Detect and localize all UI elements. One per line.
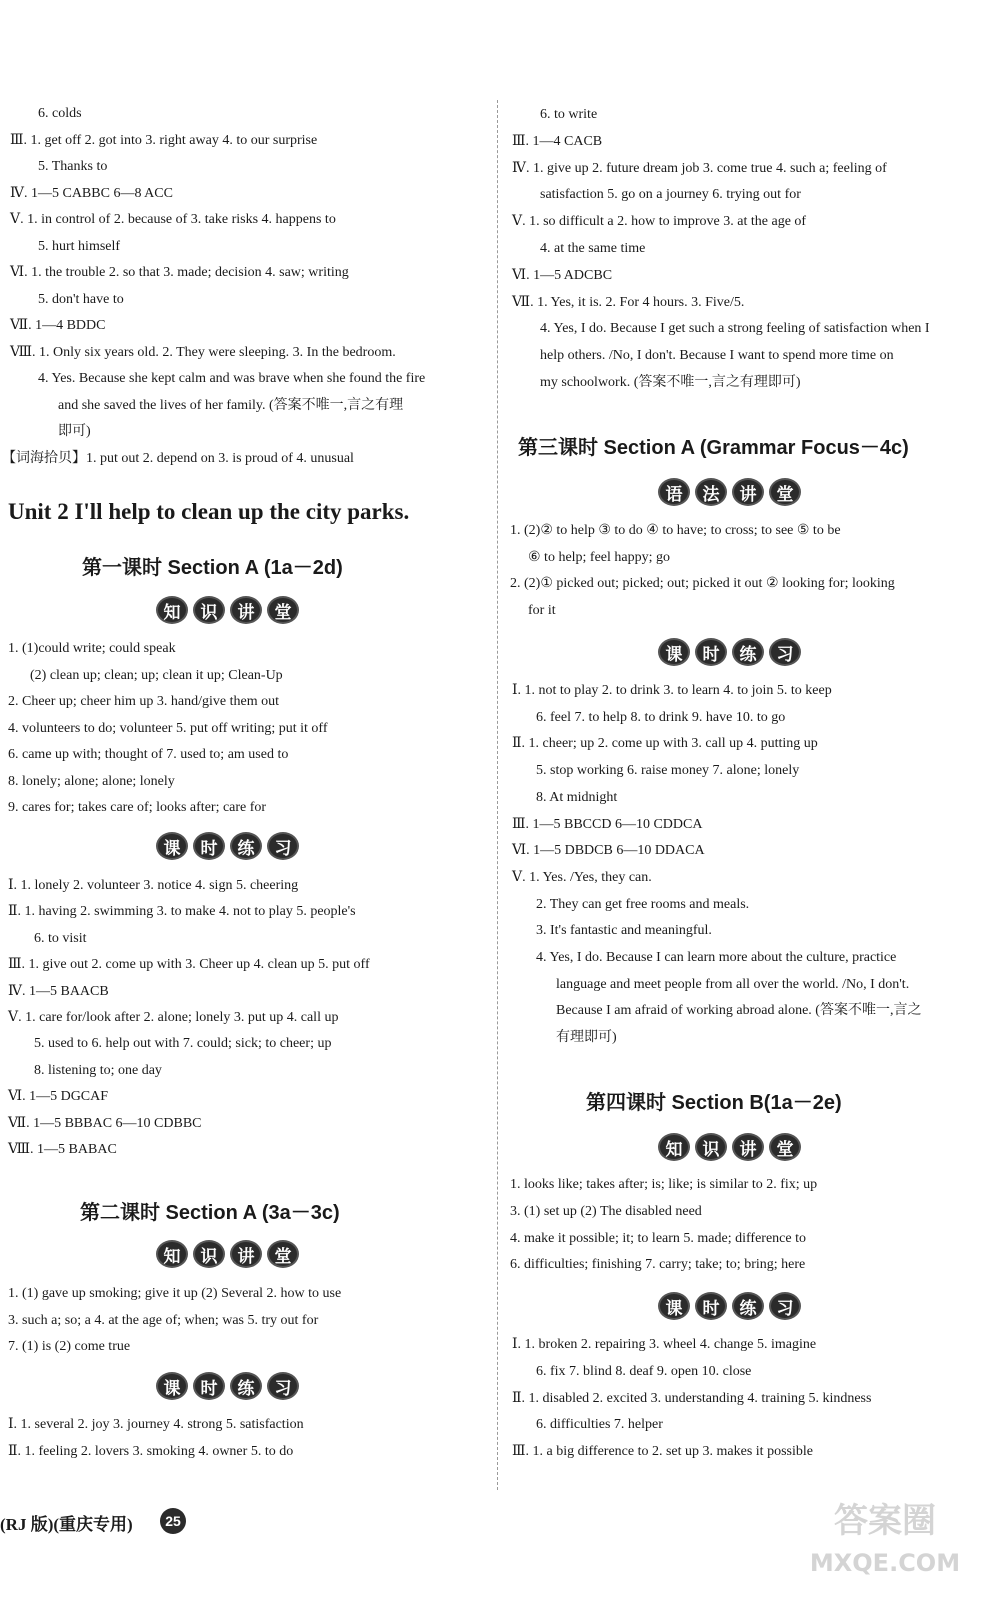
- answer-line: 即可): [58, 424, 91, 439]
- answer-line: Ⅳ. 1. give up 2. future dream job 3. come true 4. such a; feeling of: [512, 160, 887, 176]
- answer-line: 2. They can get free rooms and meals.: [536, 896, 750, 912]
- answer-line: and she saved the lives of her family. (答案不唯一,言之有理: [58, 397, 404, 413]
- answer-line: Ⅱ. 1. having 2. swimming 3. to make 4. not to play 5. people's: [8, 904, 356, 920]
- answer-line: for it: [528, 603, 556, 619]
- answer-line: 1. (2)② to help ③ to do ④ to have; to cross; to see ⑤ to be: [510, 523, 841, 538]
- badge-char: 课: [156, 1372, 188, 1400]
- answer-line: ⑥ to help; feel happy; go: [528, 549, 671, 565]
- watermark-line1: 答案圈: [834, 1501, 936, 1541]
- answer-line: 3. such a; so; a 4. at the age of; when; was 5. try out for: [8, 1312, 319, 1328]
- answer-line: Ⅶ. 1. Yes, it is. 2. For 4 hours. 3. Five/5.: [512, 294, 745, 310]
- badge-char: 识: [193, 596, 225, 624]
- badge-char: 习: [267, 832, 299, 860]
- lesson1-knowledge-badges: [156, 596, 299, 624]
- answer-line: 8. At midnight: [536, 789, 618, 805]
- answer-line: satisfaction 5. go on a journey 6. trying out for: [540, 187, 801, 203]
- answer-line: Ⅲ. 1—4 CACB: [512, 133, 603, 149]
- answer-line: 3. It's fantastic and meaningful.: [536, 923, 712, 939]
- answer-line: Ⅱ. 1. cheer; up 2. come up with 3. call up 4. putting up: [512, 736, 818, 752]
- answer-line: Ⅴ. 1. Yes. /Yes, they can.: [512, 869, 652, 885]
- lesson3-practice-badges: [658, 638, 801, 666]
- answer-line: my schoolwork. (答案不唯一,言之有理即可): [540, 375, 801, 390]
- lesson3-grammar-badges: [658, 478, 801, 506]
- badge-char: 知: [658, 1133, 690, 1161]
- badge-char: 讲: [230, 596, 262, 624]
- answer-line: 6. to write: [540, 107, 598, 122]
- answer-line: 6. difficulties 7. helper: [536, 1417, 663, 1433]
- answer-line: Ⅰ. 1. broken 2. repairing 3. wheel 4. change 5. imagine: [512, 1337, 817, 1352]
- badge-char: 课: [658, 1292, 690, 1320]
- answer-line: 8. lonely; alone; alone; lonely: [8, 773, 175, 789]
- answer-line: Ⅵ. 1. the trouble 2. so that 3. made; decision 4. saw; writing: [10, 265, 349, 280]
- badge-char: 法: [695, 478, 727, 506]
- answer-line: Ⅳ. 1—5 BAACB: [8, 983, 109, 999]
- page-number: 25: [160, 1508, 186, 1534]
- badge-char: 习: [769, 1292, 801, 1320]
- badge-char: 语: [658, 478, 690, 506]
- answer-line: 3. (1) set up (2) The disabled need: [510, 1203, 702, 1219]
- answer-line: 【词海拾贝】1. put out 2. depend on 3. is proud of 4. unusual: [2, 450, 354, 466]
- answer-line: 1. looks like; takes after; is; like; is similar to 2. fix; up: [510, 1177, 818, 1192]
- lesson2-knowledge-badges: [156, 1240, 299, 1268]
- answer-line: 4. at the same time: [540, 241, 646, 256]
- badge-char: 堂: [769, 478, 801, 506]
- watermark-line2: MXQE.COM: [809, 1549, 961, 1577]
- answer-line: Ⅳ. 1—5 CABBC 6—8 ACC: [10, 185, 173, 201]
- answer-line: 有理即可): [556, 1030, 617, 1046]
- lesson4-title: 第四课时 Section B(1a－2e): [586, 1092, 842, 1114]
- badge-char: 知: [156, 1240, 188, 1268]
- answer-line: 4. volunteers to do; volunteer 5. put off writing; put it off: [8, 720, 328, 736]
- badge-char: 识: [695, 1133, 727, 1161]
- lesson1-practice-badges: [156, 832, 299, 860]
- answer-line: Because I am afraid of working abroad alone. (答案不唯一,言之: [556, 1003, 922, 1019]
- answer-line: 5. stop working 6. raise money 7. alone; lonely: [536, 763, 800, 779]
- answer-line: 6. came up with; thought of 7. used to; am used to: [8, 747, 289, 762]
- answer-line: Ⅵ. 1—5 ADCBC: [512, 267, 613, 283]
- badge-char: 练: [230, 832, 262, 860]
- lesson1-title: 第一课时 Section A (1a－2d): [82, 557, 343, 579]
- lesson4-practice-badges: [658, 1292, 801, 1320]
- answer-line: Ⅰ. 1. not to play 2. to drink 3. to learn 4. to join 5. to keep: [512, 683, 832, 698]
- badge-char: 时: [695, 1292, 727, 1320]
- watermark-logo: [800, 1500, 970, 1590]
- badge-char: 时: [193, 832, 225, 860]
- answer-line: 7. (1) is (2) come true: [8, 1339, 131, 1354]
- badge-char: 知: [156, 596, 188, 624]
- answer-line: 5. Thanks to: [38, 159, 108, 174]
- answer-line: 6. colds: [38, 106, 82, 121]
- badge-char: 练: [732, 1292, 764, 1320]
- badge-char: 堂: [267, 596, 299, 624]
- badge-char: 讲: [732, 1133, 764, 1161]
- answer-line: Ⅱ. 1. feeling 2. lovers 3. smoking 4. owner 5. to do: [8, 1443, 294, 1459]
- answer-line: 4. Yes. Because she kept calm and was brave when she found the fire: [38, 371, 426, 386]
- answer-line: 5. used to 6. help out with 7. could; sick; to cheer; up: [34, 1036, 332, 1052]
- lesson3-title: 第三课时 Section A (Grammar Focus－4c): [518, 437, 909, 459]
- lesson4-knowledge-badges: [658, 1133, 801, 1161]
- answer-line: Ⅰ. 1. several 2. joy 3. journey 4. strong 5. satisfaction: [8, 1417, 304, 1432]
- lesson2-practice-badges: [156, 1372, 299, 1400]
- answer-line: 5. don't have to: [38, 291, 124, 307]
- answer-line: 2. (2)① picked out; picked; out; picked it out ② looking for; looking: [510, 576, 895, 592]
- answer-line: 4. make it possible; it; to learn 5. made; difference to: [510, 1230, 806, 1246]
- answer-line: 6. fix 7. blind 8. deaf 9. open 10. close: [536, 1363, 752, 1379]
- badge-char: 课: [658, 638, 690, 666]
- badge-char: 习: [769, 638, 801, 666]
- answer-line: 1. (1)could write; could speak: [8, 641, 176, 656]
- badge-char: 练: [732, 638, 764, 666]
- badge-char: 识: [193, 1240, 225, 1268]
- answer-line: help others. /No, I don't. Because I want to spend more time on: [540, 348, 894, 364]
- badge-char: 堂: [769, 1133, 801, 1161]
- badge-char: 时: [193, 1372, 225, 1400]
- answer-line: language and meet people from all over the world. /No, I don't.: [556, 976, 910, 992]
- answer-line: Ⅲ. 1—5 BBCCD 6—10 CDDCA: [512, 816, 703, 832]
- answer-line: (2) clean up; clean; up; clean it up; Clean-Up: [30, 667, 283, 683]
- answer-line: Ⅵ. 1—5 DGCAF: [8, 1089, 109, 1105]
- answer-line: 8. listening to; one day: [34, 1062, 162, 1078]
- answer-line: 4. Yes, I do. Because I can learn more about the culture, practice: [536, 950, 897, 965]
- answer-line: 9. cares for; takes care of; looks after; care for: [8, 800, 267, 815]
- answer-line: 5. hurt himself: [38, 238, 121, 254]
- answer-line: 6. feel 7. to help 8. to drink 9. have 10. to go: [536, 709, 786, 725]
- answer-line: Ⅷ. 1. Only six years old. 2. They were sleeping. 3. In the bedroom.: [10, 344, 396, 360]
- answer-line: 4. Yes, I do. Because I get such a strong feeling of satisfaction when I: [540, 321, 930, 337]
- answer-line: 6. difficulties; finishing 7. carry; take; to; bring; here: [510, 1257, 806, 1273]
- answer-line: Ⅵ. 1—5 DBDCB 6—10 DDACA: [512, 843, 705, 859]
- answer-line: Ⅰ. 1. lonely 2. volunteer 3. notice 4. sign 5. cheering: [8, 878, 299, 893]
- answer-line: Ⅴ. 1. so difficult a 2. how to improve 3. at the age of: [512, 214, 807, 230]
- answer-line: Ⅶ. 1—5 BBBAC 6—10 CDBBC: [8, 1115, 202, 1131]
- badge-char: 讲: [732, 478, 764, 506]
- unit-title: Unit 2 I'll help to clean up the city parks.: [8, 499, 410, 524]
- edition-label: (RJ 版)(重庆专用): [0, 1515, 133, 1534]
- answer-line: Ⅷ. 1—5 BABAC: [8, 1142, 117, 1157]
- answer-line: 6. to visit: [34, 930, 87, 946]
- answer-line: 1. (1) gave up smoking; give it up (2) Several 2. how to use: [8, 1286, 342, 1301]
- answer-line: Ⅴ. 1. in control of 2. because of 3. take risks 4. happens to: [10, 212, 336, 227]
- column-divider: [497, 100, 498, 1490]
- answer-line: 2. Cheer up; cheer him up 3. hand/give them out: [8, 694, 279, 709]
- answer-line: Ⅲ. 1. a big difference to 2. set up 3. makes it possible: [512, 1444, 813, 1460]
- answer-line: Ⅲ. 1. get off 2. got into 3. right away 4. to our surprise: [10, 132, 318, 148]
- answer-line: Ⅲ. 1. give out 2. come up with 3. Cheer up 4. clean up 5. put off: [8, 957, 370, 973]
- answer-line: Ⅱ. 1. disabled 2. excited 3. understanding 4. training 5. kindness: [512, 1390, 872, 1406]
- answer-line: Ⅶ. 1—4 BDDC: [10, 318, 106, 333]
- badge-char: 堂: [267, 1240, 299, 1268]
- badge-char: 练: [230, 1372, 262, 1400]
- badge-char: 时: [695, 638, 727, 666]
- badge-char: 课: [156, 832, 188, 860]
- badge-char: 习: [267, 1372, 299, 1400]
- lesson2-title: 第二课时 Section A (3a－3c): [80, 1202, 340, 1224]
- answer-line: Ⅴ. 1. care for/look after 2. alone; lonely 3. put up 4. call up: [8, 1010, 339, 1025]
- badge-char: 讲: [230, 1240, 262, 1268]
